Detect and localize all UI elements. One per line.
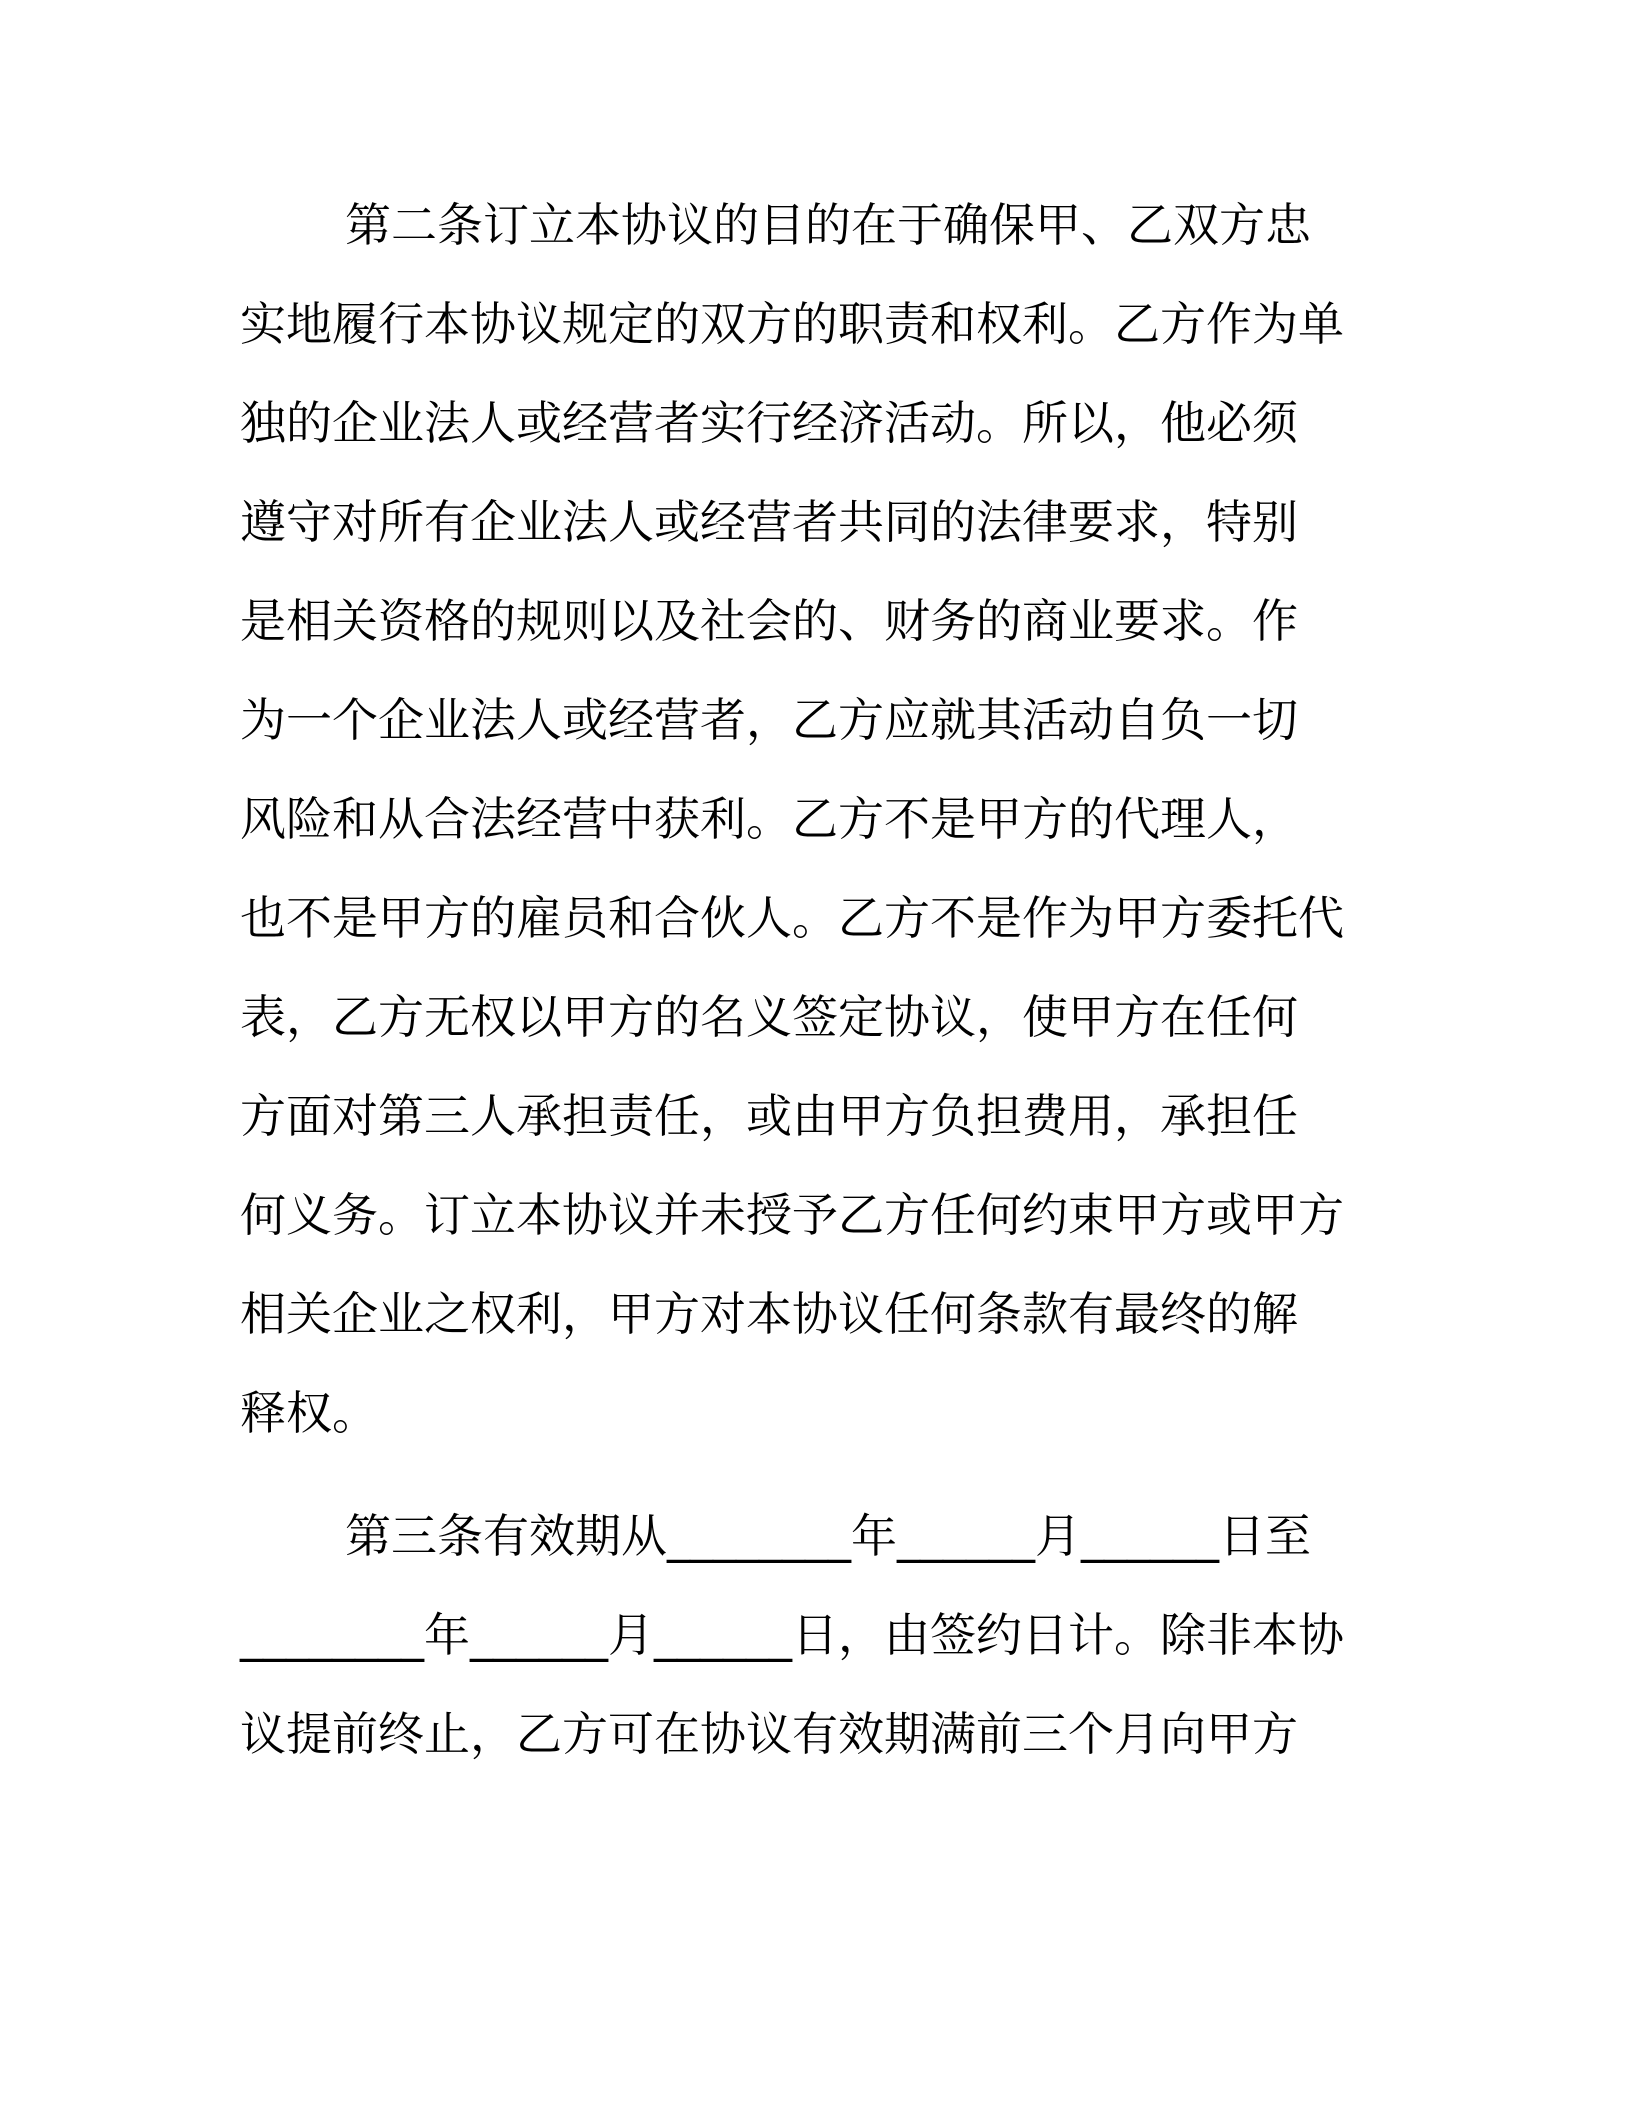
paragraph-2-line: 是相关资格的规则以及社会的、财务的商业要求。作 xyxy=(240,594,1298,648)
paragraph-2-line: 独的企业法人或经营者实行经济活动。所以，他必须 xyxy=(240,396,1298,450)
paragraph-2-line: 表，乙方无权以甲方的名义签定协议，使甲方在任何 xyxy=(240,990,1298,1044)
paragraph-2-line: 相关企业之权利，甲方对本协议任何条款有最终的解 xyxy=(240,1287,1298,1341)
paragraph-2-line: 风险和从合法经营中获利。乙方不是甲方的代理人， xyxy=(240,792,1298,846)
paragraph-3-line: 议提前终止，乙方可在协议有效期满前三个月向甲方 xyxy=(240,1707,1298,1761)
paragraph-2-line: 实地履行本协议规定的双方的职责和权利。乙方作为单 xyxy=(240,297,1344,351)
paragraph-2-line: 也不是甲方的雇员和合伙人。乙方不是作为甲方委托代 xyxy=(240,891,1344,945)
paragraph-3-line: ________年______月______日，由签约日计。除非本协 xyxy=(240,1608,1344,1662)
paragraph-2-line: 为一个企业法人或经营者，乙方应就其活动自负一切 xyxy=(240,693,1298,747)
paragraph-2-line: 方面对第三人承担责任，或由甲方负担费用，承担任 xyxy=(240,1089,1298,1143)
paragraph-3-line: 第三条有效期从________年______月______日至 xyxy=(345,1509,1311,1563)
paragraph-2-line: 释权。 xyxy=(240,1386,378,1440)
paragraph-2-line: 第二条订立本协议的目的在于确保甲、乙双方忠 xyxy=(345,198,1311,252)
paragraph-2-line: 遵守对所有企业法人或经营者共同的法律要求，特别 xyxy=(240,495,1298,549)
paragraph-2-line: 何义务。订立本协议并未授予乙方任何约束甲方或甲方 xyxy=(240,1188,1344,1242)
